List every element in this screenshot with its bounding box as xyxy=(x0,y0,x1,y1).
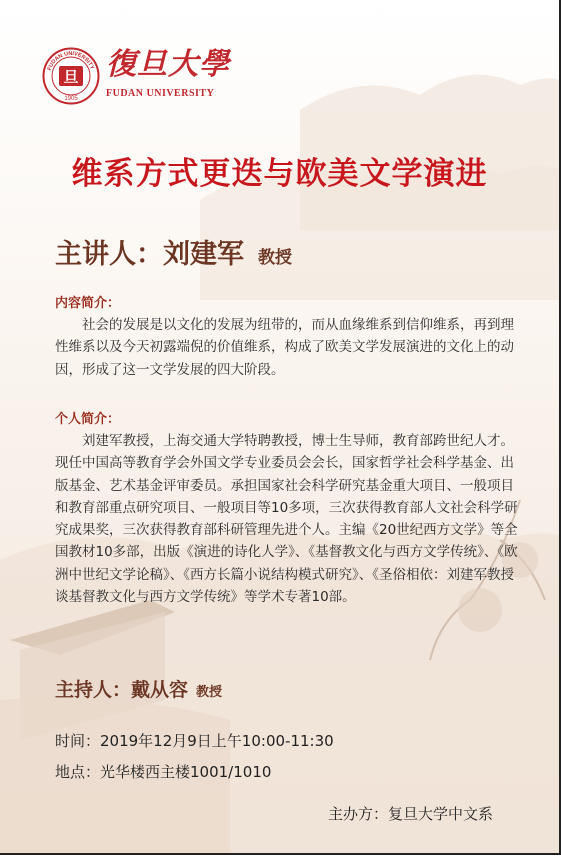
host-name: 主持人：戴从容 xyxy=(55,679,189,701)
intro-text: 社会的发展是以文化的发展为纽带的，而从血缘维系到信仰维系，再到理性维系以及今天初露端倪的价值维系，构成了欧美文学发展演进的文化上的动因，形成了这一文学发展的四大阶段。 xyxy=(55,317,514,378)
bio-label: 个人简介： xyxy=(55,412,121,427)
fudan-seal-logo xyxy=(42,47,100,105)
host-line xyxy=(55,675,222,702)
seal-char: 旦 xyxy=(63,68,79,86)
intro-label: 内容简介： xyxy=(55,296,121,311)
host-rank: 教授 xyxy=(196,685,223,700)
event-place: 地点：光华楼西主楼1001/1010 xyxy=(55,763,272,781)
lecture-title: 维系方式更迭与欧美文学演进 xyxy=(71,156,488,192)
bio-text: 刘建军教授，上海交通大学特聘教授，博士生导师，教育部跨世纪人才。现任中国高等教育学会外国文学专业委员会会长，国家哲学社会科学基金、出版基金、艺术基金评审委员。承担国家社会科学研究基金重大项目、一般项目和教育部重点研究项目、一般项目等10多项，三次获得教育部人文社会科学研究成果奖，三次获得教育部科研管理先进个人。主编《20世纪西方文学》等全国教材10多部，出版《演进的诗化人学》、《基督教文化与西方文学传统》、《欧洲中世纪文学论稿》、《西方长篇小说结构模式研究》、《圣俗相依：刘建军教授谈基督教文化与西方文学传统》等学术专著10部。 xyxy=(55,433,518,606)
speaker-rank: 教授 xyxy=(258,248,292,268)
university-name-en: FUDAN UNIVERSITY xyxy=(106,88,215,99)
speaker-name: 主讲人：刘建军 xyxy=(55,239,244,270)
event-time: 时间：2019年12月9日上午10:00-11:30 xyxy=(55,732,334,750)
university-name-cn: 復旦大學 xyxy=(106,47,230,82)
seal-text: FUDAN UNIVERSITY xyxy=(46,50,95,72)
speaker-line xyxy=(55,232,292,271)
organizer: 主办方：复旦大学中文系 xyxy=(328,805,494,823)
seal-year: 1905 xyxy=(64,96,78,102)
